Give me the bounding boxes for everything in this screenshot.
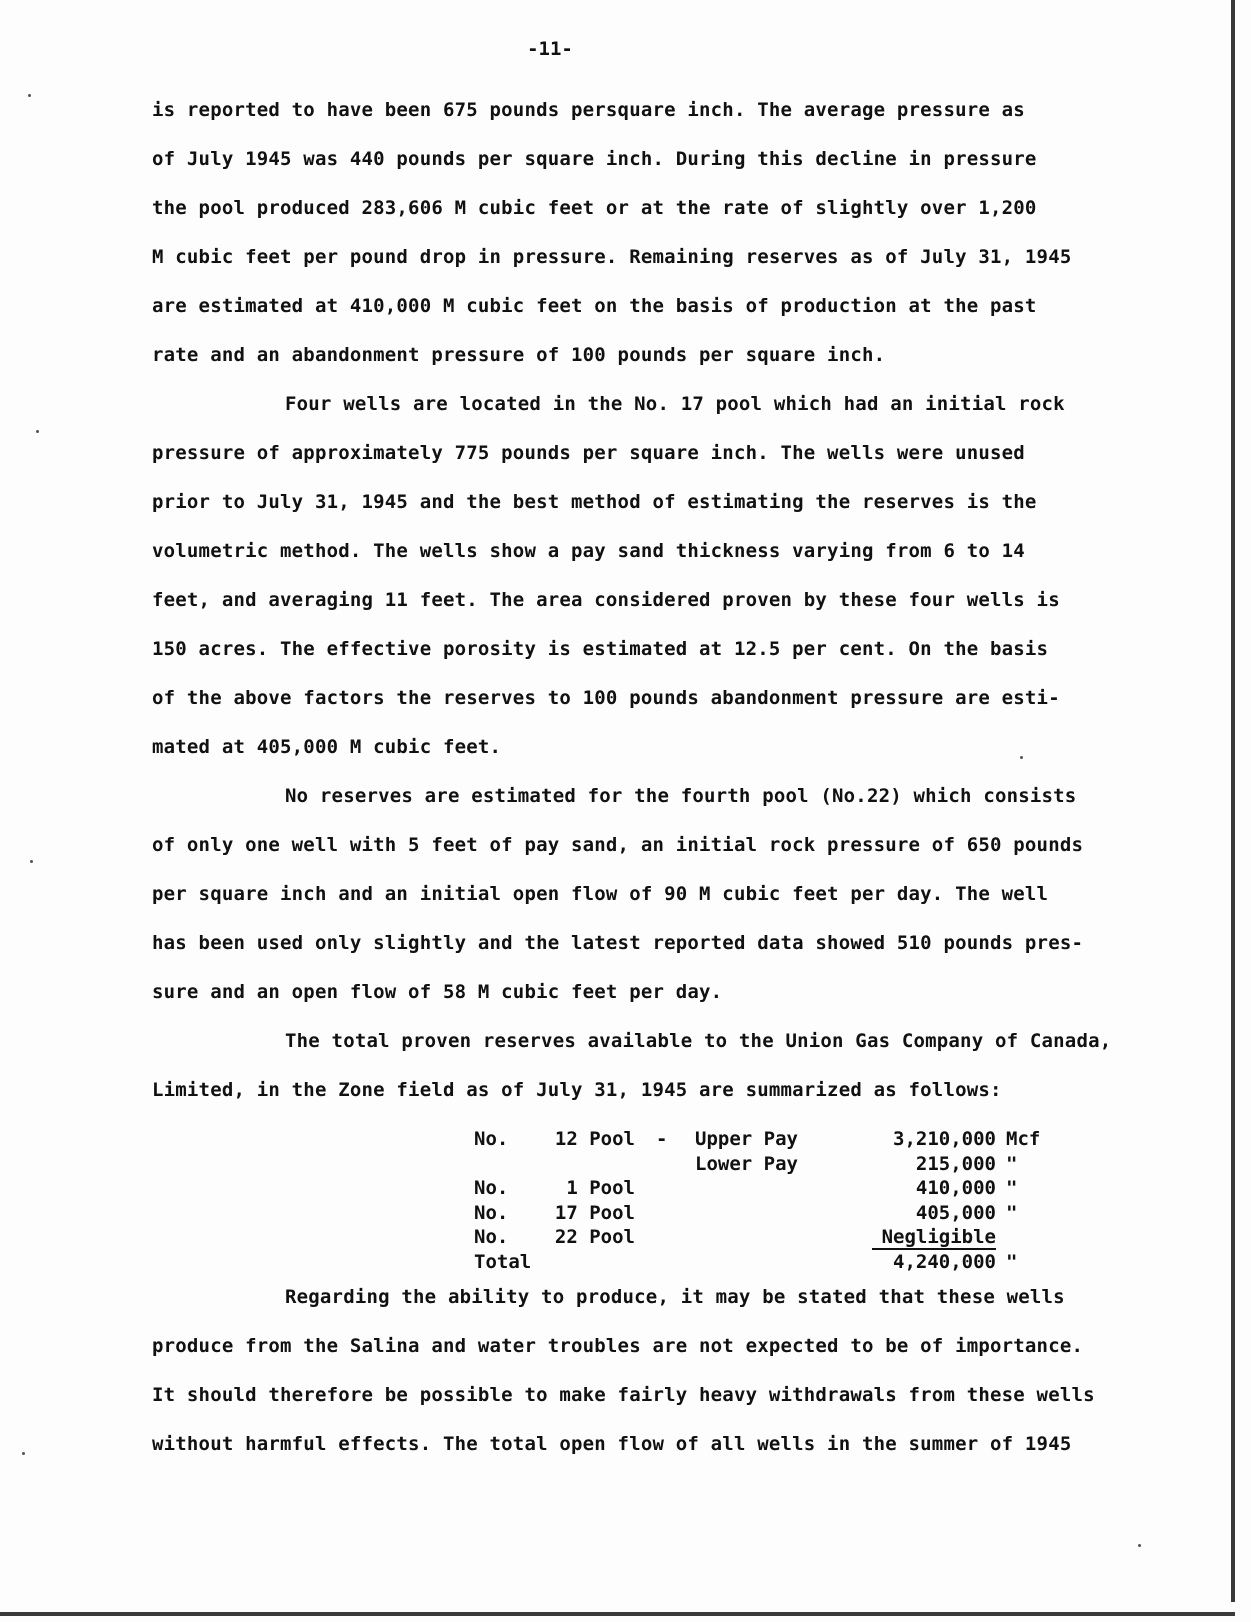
table-cell-unit: " (1006, 1201, 1018, 1224)
scan-speck (1138, 1544, 1141, 1547)
table-row (474, 1201, 1074, 1226)
table-total-unit: " (1006, 1250, 1018, 1273)
text-line: Four wells are located in the No. 17 pool which had an initial rock (285, 393, 1065, 415)
text-line: without harmful effects. The total open flow of all wells in the summer of 1945 (152, 1433, 1072, 1455)
table-total-label: Total (474, 1250, 532, 1273)
text-line: of the above factors the reserves to 100 pounds abandonment pressure are esti- (152, 687, 1060, 709)
text-line: prior to July 31, 1945 and the best method of estimating the reserves is the (152, 491, 1037, 513)
table-cell-no: No. (474, 1177, 509, 1199)
text-line: sure and an open flow of 58 M cubic feet per day. (152, 981, 723, 1003)
table-cell-value (854, 1225, 996, 1250)
text-line: 150 acres. The effective porosity is estimated at 12.5 per cent. On the basis (152, 638, 1049, 660)
table-cell-unit: " (1006, 1152, 1018, 1175)
text-line: has been used only slightly and the latest reported data showed 510 pounds pres- (152, 932, 1084, 954)
scan-speck (30, 860, 33, 863)
table-row (474, 1127, 1074, 1152)
table-cell-no: No. (474, 1128, 509, 1150)
table-cell-pay: Upper Pay (695, 1128, 798, 1150)
table-total-value: 4,240,000 (893, 1250, 996, 1273)
scan-edge-bottom (0, 1612, 1235, 1616)
table-total-row (474, 1250, 1074, 1275)
text-line: No reserves are estimated for the fourth pool (No.22) which consists (285, 785, 1077, 807)
table-cell-pool: 12 Pool (554, 1128, 635, 1150)
scan-speck (22, 1452, 25, 1455)
text-line: volumetric method. The wells show a pay sand thickness varying from 6 to 14 (152, 540, 1025, 562)
table-cell-pool: 1 Pool (566, 1177, 635, 1199)
table-cell-value: 410,000 (915, 1177, 996, 1199)
text-line: per square inch and an initial open flow of 90 M cubic feet per day. The well (152, 883, 1049, 905)
text-line: the pool produced 283,606 M cubic feet or at the rate of slightly over 1,200 (152, 197, 1037, 219)
table-row (474, 1176, 1074, 1201)
body-text-bottom (152, 1273, 1132, 1469)
text-line: It should therefore be possible to make fairly heavy withdrawals from these wells (152, 1384, 1095, 1406)
table-cell-value: 405,000 (915, 1201, 996, 1224)
table-cell-no: No. (474, 1201, 509, 1224)
text-line: feet, and averaging 11 feet. The area considered proven by these four wells is (152, 589, 1060, 611)
table-row (474, 1152, 1074, 1177)
table-cell-value: 215,000 (915, 1152, 996, 1175)
text-line: is reported to have been 675 pounds persquare inch. The average pressure as (152, 99, 1025, 121)
text-line: mated at 405,000 M cubic feet. (152, 736, 502, 758)
table-cell-pool: 17 Pool (554, 1201, 635, 1224)
table-cell-dash: - (656, 1128, 668, 1150)
scan-speck (28, 94, 31, 97)
page-number: -11- (527, 38, 573, 60)
text-line: of only one well with 5 feet of pay sand, an initial rock pressure of 650 pounds (152, 834, 1084, 856)
reserves-summary-table (474, 1127, 1074, 1274)
text-line: are estimated at 410,000 M cubic feet on the basis of production at the past (152, 295, 1037, 317)
body-text-top (152, 86, 1132, 1115)
table-cell-unit: " (1006, 1177, 1018, 1199)
text-line: rate and an abandonment pressure of 100 pounds per square inch. (152, 344, 886, 366)
table-cell-pay: Lower Pay (695, 1152, 798, 1175)
text-line: Limited, in the Zone field as of July 31, 1945 are summarized as follows: (152, 1079, 1002, 1101)
text-line: The total proven reserves available to the Union Gas Company of Canada, (285, 1030, 1112, 1052)
text-line: Regarding the ability to produce, it may be stated that these wells (285, 1286, 1065, 1308)
scan-speck (36, 430, 39, 433)
table-cell-unit: Mcf (1006, 1128, 1041, 1150)
scan-edge-right (1231, 0, 1235, 1602)
table-cell-pool: 22 Pool (554, 1226, 635, 1248)
table-row (474, 1225, 1074, 1250)
negligible-underlined: Negligible (872, 1226, 996, 1250)
text-line: produce from the Salina and water troubles are not expected to be of importance. (152, 1335, 1084, 1357)
text-line: pressure of approximately 775 pounds per square inch. The wells were unused (152, 442, 1025, 464)
table-cell-no: No. (474, 1226, 509, 1248)
table-cell-value: 3,210,000 (893, 1128, 996, 1150)
text-line: M cubic feet per pound drop in pressure. Remaining reserves as of July 31, 1945 (152, 246, 1072, 268)
scan-speck (1020, 756, 1023, 759)
text-line: of July 1945 was 440 pounds per square inch. During this decline in pressure (152, 148, 1037, 170)
